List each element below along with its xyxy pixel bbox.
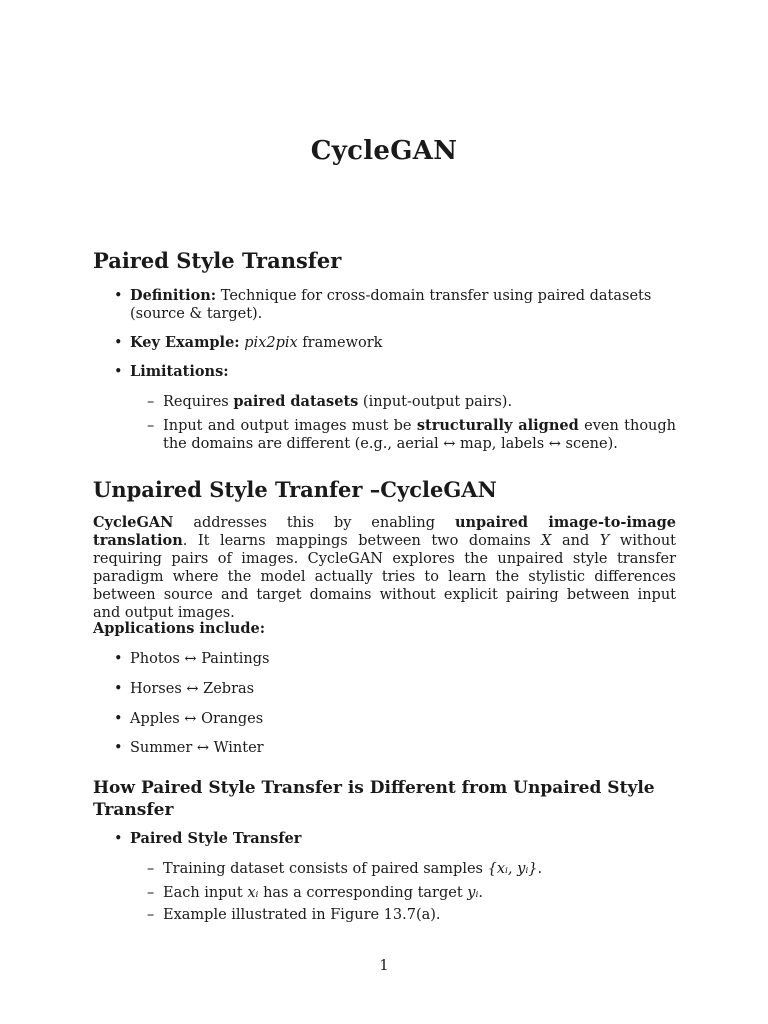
page-number: 1 xyxy=(379,958,389,974)
limitation-item-1 xyxy=(147,393,676,411)
limitation-1-bold: paired datasets xyxy=(233,393,359,410)
item-2-math-2: yᵢ xyxy=(467,885,479,901)
dash-marker: – xyxy=(147,394,155,410)
limitation-1-pre: Requires xyxy=(163,394,229,410)
item-1-pre: Training dataset consists of paired samples xyxy=(163,861,483,877)
bullet-definition xyxy=(114,287,676,323)
application-item xyxy=(114,650,676,668)
paired-item-2 xyxy=(147,884,676,902)
para-text-2: . It learns mappings between two domains xyxy=(182,533,531,549)
application-item xyxy=(114,710,676,728)
limitation-2-pre: Input and output images must be xyxy=(163,418,412,434)
key-example-name: pix2pix xyxy=(244,335,298,351)
definition-text: Technique for cross-domain transfer using paired datasets (source & target). xyxy=(130,288,652,322)
dash-marker: – xyxy=(147,885,155,901)
bullet-marker: • xyxy=(114,335,123,351)
application-text: Apples ↔ Oranges xyxy=(130,711,264,727)
application-text: Summer ↔ Winter xyxy=(130,740,264,756)
bullet-key-example xyxy=(114,334,676,352)
item-2-math-1: xᵢ xyxy=(247,885,259,901)
definition-label: Definition: xyxy=(130,287,217,304)
dash-marker: – xyxy=(147,418,155,434)
bullet-paired-style-transfer xyxy=(114,830,676,848)
paired-item-1 xyxy=(147,860,676,878)
document-title: CycleGAN xyxy=(310,136,458,166)
item-1-post: . xyxy=(537,861,543,877)
limitations-label: Limitations: xyxy=(130,363,229,380)
key-example-suffix: framework xyxy=(302,335,383,351)
item-2-pre: Each input xyxy=(163,885,243,901)
subsection-heading-difference: How Paired Style Transfer is Different from Unpaired Style Transfer xyxy=(93,778,655,820)
para-and: and xyxy=(562,533,590,549)
bullet-limitations xyxy=(114,363,676,381)
dash-marker: – xyxy=(147,861,155,877)
application-item xyxy=(114,680,676,698)
para-bold-cyclegan: CycleGAN xyxy=(93,514,174,531)
var-x: X xyxy=(541,533,552,549)
bullet-marker: • xyxy=(114,740,123,756)
item-2-mid: has a corresponding target xyxy=(263,885,463,901)
para-bold-unpaired-translation: unpaired image-to-image translation xyxy=(93,514,677,549)
para-text-3: without requiring pairs of images. CycleGAN explores the unpaired style transfer paradigm where the model actually tries to learn the stylistic differences between source and target domains without explicit pairing between input and output images. xyxy=(93,533,676,621)
key-example-label: Key Example: xyxy=(130,334,240,351)
application-text: Horses ↔ Zebras xyxy=(130,681,255,697)
section-heading-unpaired: Unpaired Style Tranfer –CycleGAN xyxy=(93,477,497,502)
item-3-text: Example illustrated in Figure 13.7(a). xyxy=(163,907,441,923)
var-y: Y xyxy=(599,533,610,549)
limitation-item-2 xyxy=(147,417,677,453)
item-1-math: {xᵢ, yᵢ} xyxy=(487,861,538,877)
bullet-marker: • xyxy=(114,651,123,667)
bullet-marker: • xyxy=(114,364,123,380)
applications-heading: Applications include: xyxy=(93,620,266,637)
limitation-2-post: even though the domains are different (e.g., aerial ↔ map, labels ↔ scene). xyxy=(163,418,677,452)
paired-label: Paired Style Transfer xyxy=(130,830,302,847)
item-2-post: . xyxy=(478,885,484,901)
bullet-marker: • xyxy=(114,711,123,727)
para-text-1: addresses this by enabling xyxy=(193,515,436,531)
limitation-1-post: (input-output pairs). xyxy=(362,394,513,410)
application-text: Photos ↔ Paintings xyxy=(130,651,270,667)
section-heading-paired: Paired Style Transfer xyxy=(93,248,342,273)
limitation-2-bold: structurally aligned xyxy=(416,417,579,434)
bullet-marker: • xyxy=(114,831,123,847)
unpaired-paragraph xyxy=(93,514,676,622)
paired-item-3 xyxy=(147,906,676,924)
bullet-marker: • xyxy=(114,681,123,697)
bullet-marker: • xyxy=(114,288,123,304)
application-item xyxy=(114,739,676,757)
dash-marker: – xyxy=(147,907,155,923)
